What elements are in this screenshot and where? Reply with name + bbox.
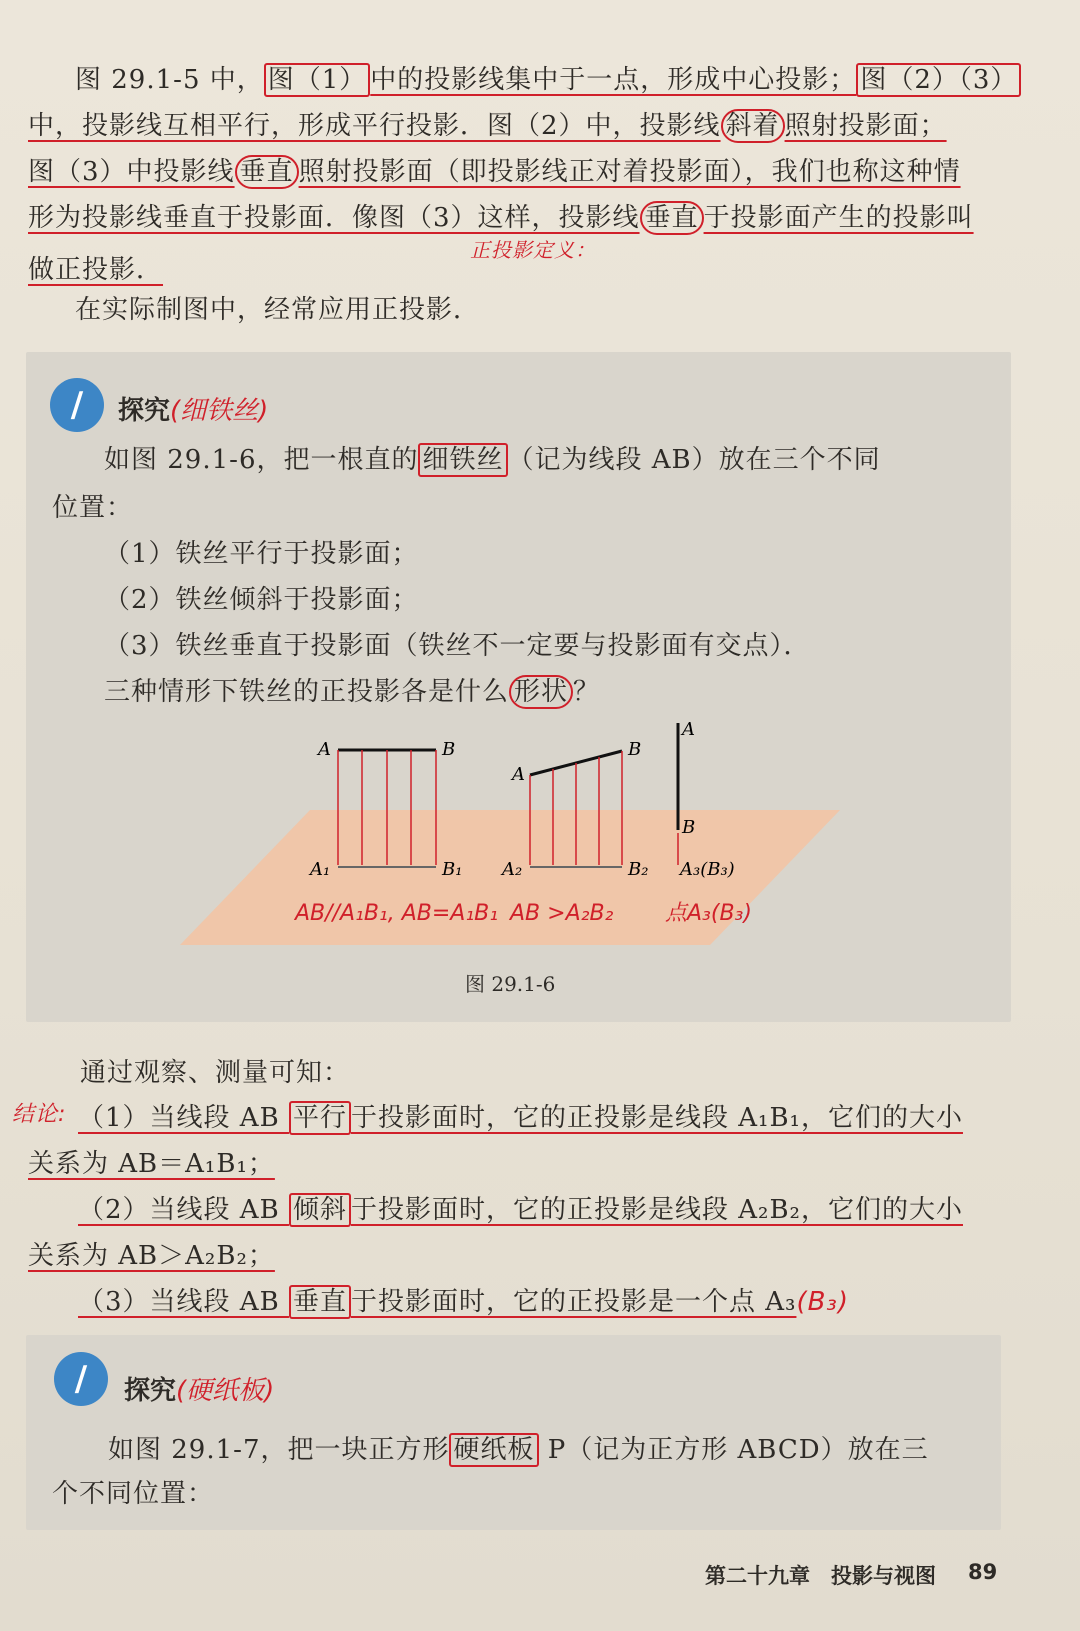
explore1-question: 三种情形下铁丝的正投影各是什么 形状 ？ [104, 677, 601, 707]
explore-title-2: 探究(硬纸板) [124, 1376, 275, 1406]
label-b: B [442, 739, 456, 760]
explore2-intro: 如图 29.1-7，把一块正方形 硬纸板 P（记为正方形 ABCD）放在三 [108, 1435, 929, 1465]
explore1-item-1: （1）铁丝平行于投影面； [104, 539, 419, 569]
explore-icon: ∕ [50, 378, 104, 432]
label-a-2: A [512, 764, 525, 785]
label-a: A [318, 739, 331, 760]
note-case-2: AB >A₂B₂ [510, 901, 614, 926]
page-number: 89 [968, 1560, 998, 1584]
label-a2: A₂ [502, 859, 523, 880]
para1-line1: 图 29.1-5 中， 图（1） 中的投影线集中于一点，形成中心投影； 图（2）（3） [75, 62, 1021, 98]
para1-line2: 中，投影线互相平行，形成平行投影．图（2）中，投影线 斜着 照射投影面； [28, 111, 947, 141]
para1-line5: 做正投影． [28, 255, 164, 285]
chapter-footer: 第二十九章 投影与视图 [705, 1564, 936, 1588]
conclusion-note: 结论: [12, 1102, 67, 1127]
explore1-intro: 如图 29.1-6，把一根直的 细铁丝 （记为线段 AB）放在三个不同 [104, 445, 881, 475]
label-b1: B₁ [442, 859, 463, 880]
explore1-item-3: （3）铁丝垂直于投影面（铁丝不一定要与投影面有交点）． [104, 631, 811, 661]
conclusion-1-line1: （1）当线段 AB 平行 于投影面时，它的正投影是线段 A₁B₁，它们的大小 [78, 1103, 963, 1133]
explore1-item-2: （2）铁丝倾斜于投影面； [104, 585, 419, 615]
conclusion-2-line2: 关系为 AB＞A₂B₂； [28, 1241, 275, 1271]
label-a-3: A [682, 719, 695, 740]
para3: 通过观察、测量可知： [80, 1058, 351, 1088]
label-b-3: B [682, 817, 696, 838]
note-case-1: AB//A₁B₁, AB=A₁B₁ [295, 901, 499, 926]
para2: 在实际制图中，经常应用正投影． [75, 295, 481, 325]
label-b-2: B [628, 739, 642, 760]
conclusion-1-line2: 关系为 AB＝A₁B₁； [28, 1149, 275, 1179]
conclusion-2-line1: （2）当线段 AB 倾斜 于投影面时，它的正投影是线段 A₂B₂，它们的大小 [78, 1195, 963, 1225]
explore2-intro-2: 个不同位置： [52, 1479, 215, 1509]
explore1-intro-2: 位置： [52, 493, 134, 523]
definition-note: 正投影定义： [470, 238, 596, 262]
label-b2: B₂ [628, 859, 649, 880]
conclusion-3-line1: （3）当线段 AB 垂直 于投影面时，它的正投影是一个点 A₃(B₃) [78, 1287, 849, 1317]
para1-line3: 图（3）中投影线 垂直 照射投影面（即投影线正对着投影面），我们也称这种情 [28, 157, 961, 187]
note-case-3: 点A₃(B₃) [665, 901, 752, 926]
explore-icon-2: ∕ [54, 1352, 108, 1406]
para1-line4: 形为投影线垂直于投影面．像图（3）这样，投影线 垂直 于投影面产生的投影叫 [28, 203, 974, 233]
label-a1: A₁ [310, 859, 331, 880]
figure-29-1-6 [160, 715, 860, 955]
label-a3b3: A₃(B₃) [680, 859, 735, 880]
explore-title-1: 探究(细铁丝) [118, 396, 269, 426]
figure-caption: 图 29.1-6 [465, 972, 556, 996]
